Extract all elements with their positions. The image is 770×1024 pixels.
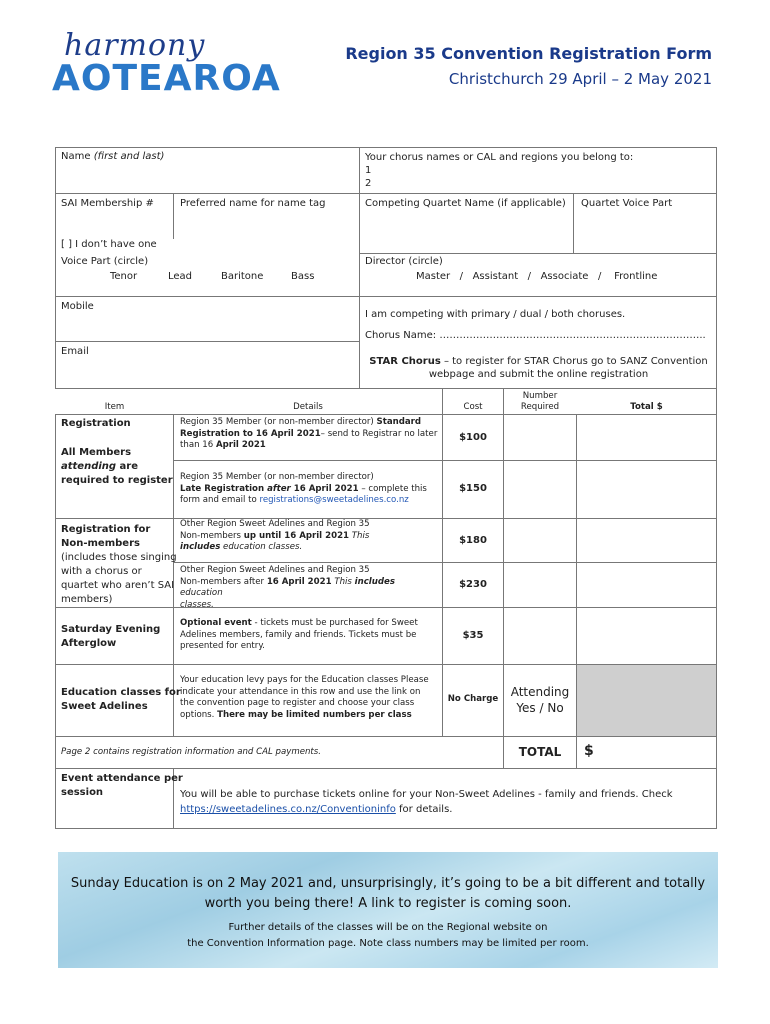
late-6: form and email to [180,495,260,506]
email-field[interactable]: Email [61,346,89,357]
banner-sub-1: Further details of the classes will be on the Regional website on [228,922,548,933]
registration-title: Registration [61,418,131,429]
all-members-note [61,446,173,488]
banner-main-2: worth you being there! A link to register is coming soon. [204,896,572,911]
nm-b-6: education [180,588,223,599]
voice-part-tenor[interactable]: Tenor [110,271,138,282]
af-1: Optional event [180,618,252,628]
nm-sub-4: members) [61,594,113,605]
nm-sub-2: with a chorus or [61,566,142,577]
star-chorus-text-2: webpage and submit the online registration [428,369,649,380]
ed-attend-2: Yes / No [516,701,564,715]
af-2: - tickets must be purchased for Sweet [251,618,418,628]
page2-note: Page 2 contains registration information and CAL payments. [61,747,322,757]
total-label: TOTAL [518,745,562,759]
event-text-2: for details. [395,804,453,815]
name-label: Name [61,151,91,162]
no-membership-checkbox[interactable]: [ ] I don’t have one [61,239,157,250]
ed-attend-1: Attending [510,685,570,699]
header-number-required: Number Required [520,391,560,412]
std-4: – send to Registrar no later [320,428,438,439]
voice-part-label: Voice Part (circle) [61,256,149,267]
preferred-name-field[interactable]: Preferred name for name tag [180,198,326,209]
af-title-2: Afterglow [61,638,117,649]
voice-part-bass[interactable]: Bass [291,271,315,282]
header-details: Details [293,402,323,412]
std-1: Region 35 Member (or non-member director) [180,417,377,427]
late-4: 16 April 2021 [290,483,359,494]
nm-a-2: Non-members [180,530,244,541]
banner-main-text [58,874,718,914]
star-chorus-note [360,355,717,381]
nm-a-3: up until 16 April 2021 [243,530,350,541]
non-members-title [61,523,177,607]
nm-a-6: education classes. [220,542,303,553]
late-cost: $150 [459,483,487,494]
all-members-1: All Members [61,447,132,458]
std-5: than 16 [180,440,216,451]
non-member-late-cost: $230 [459,579,487,590]
ed-title-1: Education classes for [61,687,181,698]
all-members-2: attending [61,461,117,472]
star-chorus-text-1: – to register for STAR Chorus go to SANZ Convention [440,356,708,367]
voice-part-baritone[interactable]: Baritone [221,271,264,282]
mobile-field[interactable]: Mobile [61,301,94,312]
event-attendance-title [61,772,183,800]
nm-b-2: Non-members after [180,576,267,587]
logo-main-text: AOTEAROA [52,58,281,99]
nm-sub-1: (includes those singing [61,552,177,563]
quartet-voice-part-field[interactable]: Quartet Voice Part [581,198,673,209]
afterglow-details [180,618,438,653]
page-title: Region 35 Convention Registration Form [345,44,712,63]
non-member-early-details [180,519,438,554]
ed-4: options. [180,709,218,720]
std-3: Registration to 16 April 2021 [180,428,321,439]
af-title-1: Saturday Evening [61,624,161,635]
director-label: Director (circle) [365,256,443,267]
header-cost: Cost [463,402,483,412]
std-6: April 2021 [215,440,266,451]
nm-title-2: Non-members [61,538,140,549]
name-hint: (first and last) [93,151,165,162]
late-3: after [267,483,291,494]
nm-a-5: includes [180,542,221,553]
sai-membership-field[interactable]: SAI Membership # [61,198,154,209]
voice-part-lead[interactable]: Lead [168,271,193,282]
chorus-name-field[interactable]: Chorus Name: …………………………………………………………………….. [365,330,706,341]
event-text: You will be able to purchase tickets online for your Non-Sweet Adelines - family and friends. Check [180,789,673,800]
all-members-3: are [116,461,139,472]
page-subtitle: Christchurch 29 April – 2 May 2021 [448,70,712,88]
education-title [61,686,181,714]
late-registration-details [180,472,438,507]
ed-1: Your education levy pays for the Education classes Please [180,675,429,685]
af-3: Adelines members, family and friends. Tickets must be [180,629,417,640]
std-2: Standard [376,417,422,427]
all-members-4: required to register [61,475,173,486]
af-4: presented for entry. [180,641,265,652]
nm-b-1: Other Region Sweet Adelines and Region 35 [180,565,370,575]
chorus-line-2: 2 [365,178,372,189]
competing-choruses-text[interactable]: I am competing with primary / dual / both choruses. [365,309,626,320]
header-total: Total $ [630,402,663,412]
nm-a-1: Other Region Sweet Adelines and Region 35 [180,519,370,529]
late-5: – complete this [358,483,427,494]
total-cell-shaded [577,665,716,736]
non-member-early-cost: $180 [459,535,487,546]
banner-sub-text [58,920,718,952]
afterglow-cost: $35 [462,630,484,641]
banner-main-1: Sunday Education is on 2 May 2021 and, unsurprisingly, it’s going to be a bit different and totally [70,876,706,891]
education-attending-choice[interactable] [504,684,576,716]
standard-registration-details [180,417,438,452]
chorus-field[interactable] [365,151,633,190]
education-cost: No Charge [447,694,499,704]
event-title-1: Event attendance per [61,773,183,784]
star-chorus-bold: STAR Chorus [369,356,441,367]
nm-a-4: This [349,530,370,541]
nm-title-1: Registration for [61,524,151,535]
event-title-2: session [61,787,104,798]
name-field[interactable] [61,151,164,162]
nm-sub-3: quartet who aren’t SAI [61,580,175,591]
afterglow-title [61,623,160,651]
nm-b-3: 16 April 2021 [266,576,332,587]
logo-script-text: harmony [64,28,206,63]
registrar-email-link[interactable]: registrations@sweetadelines.co.nz [259,495,409,506]
ed-title-2: Sweet Adelines [61,701,148,712]
chorus-label: Your chorus names or CAL and regions you belong to: [365,152,634,163]
ed-5: There may be limited numbers per class [217,709,412,720]
chorus-line-1: 1 [365,165,372,176]
total-amount-field[interactable]: $ [584,743,594,759]
convention-info-link[interactable]: https://sweetadelines.co.nz/Conventioninfo [180,804,396,815]
standard-cost: $100 [459,432,487,443]
quartet-name-field[interactable]: Competing Quartet Name (if applicable) [365,198,566,209]
director-options[interactable]: Master / Assistant / Associate / Frontline [416,271,658,282]
ed-2: indicate your attendance in this row and use the link on [180,686,421,697]
event-attendance-text [180,787,673,817]
nm-b-5: includes [354,576,395,587]
nm-b-4: This [331,576,355,587]
ed-3: the convention page to register and choose your class [180,698,415,709]
header-item: Item [104,402,125,412]
education-details [180,675,438,721]
standard-number-input[interactable] [504,461,576,518]
late-1: Region 35 Member (or non-member director) [180,472,374,482]
nm-b-7: classes. [180,599,214,610]
banner-sub-2: the Convention Information page. Note class numbers may be limited per room. [187,938,589,949]
late-2: Late Registration [180,483,268,494]
non-member-late-details [180,565,438,611]
